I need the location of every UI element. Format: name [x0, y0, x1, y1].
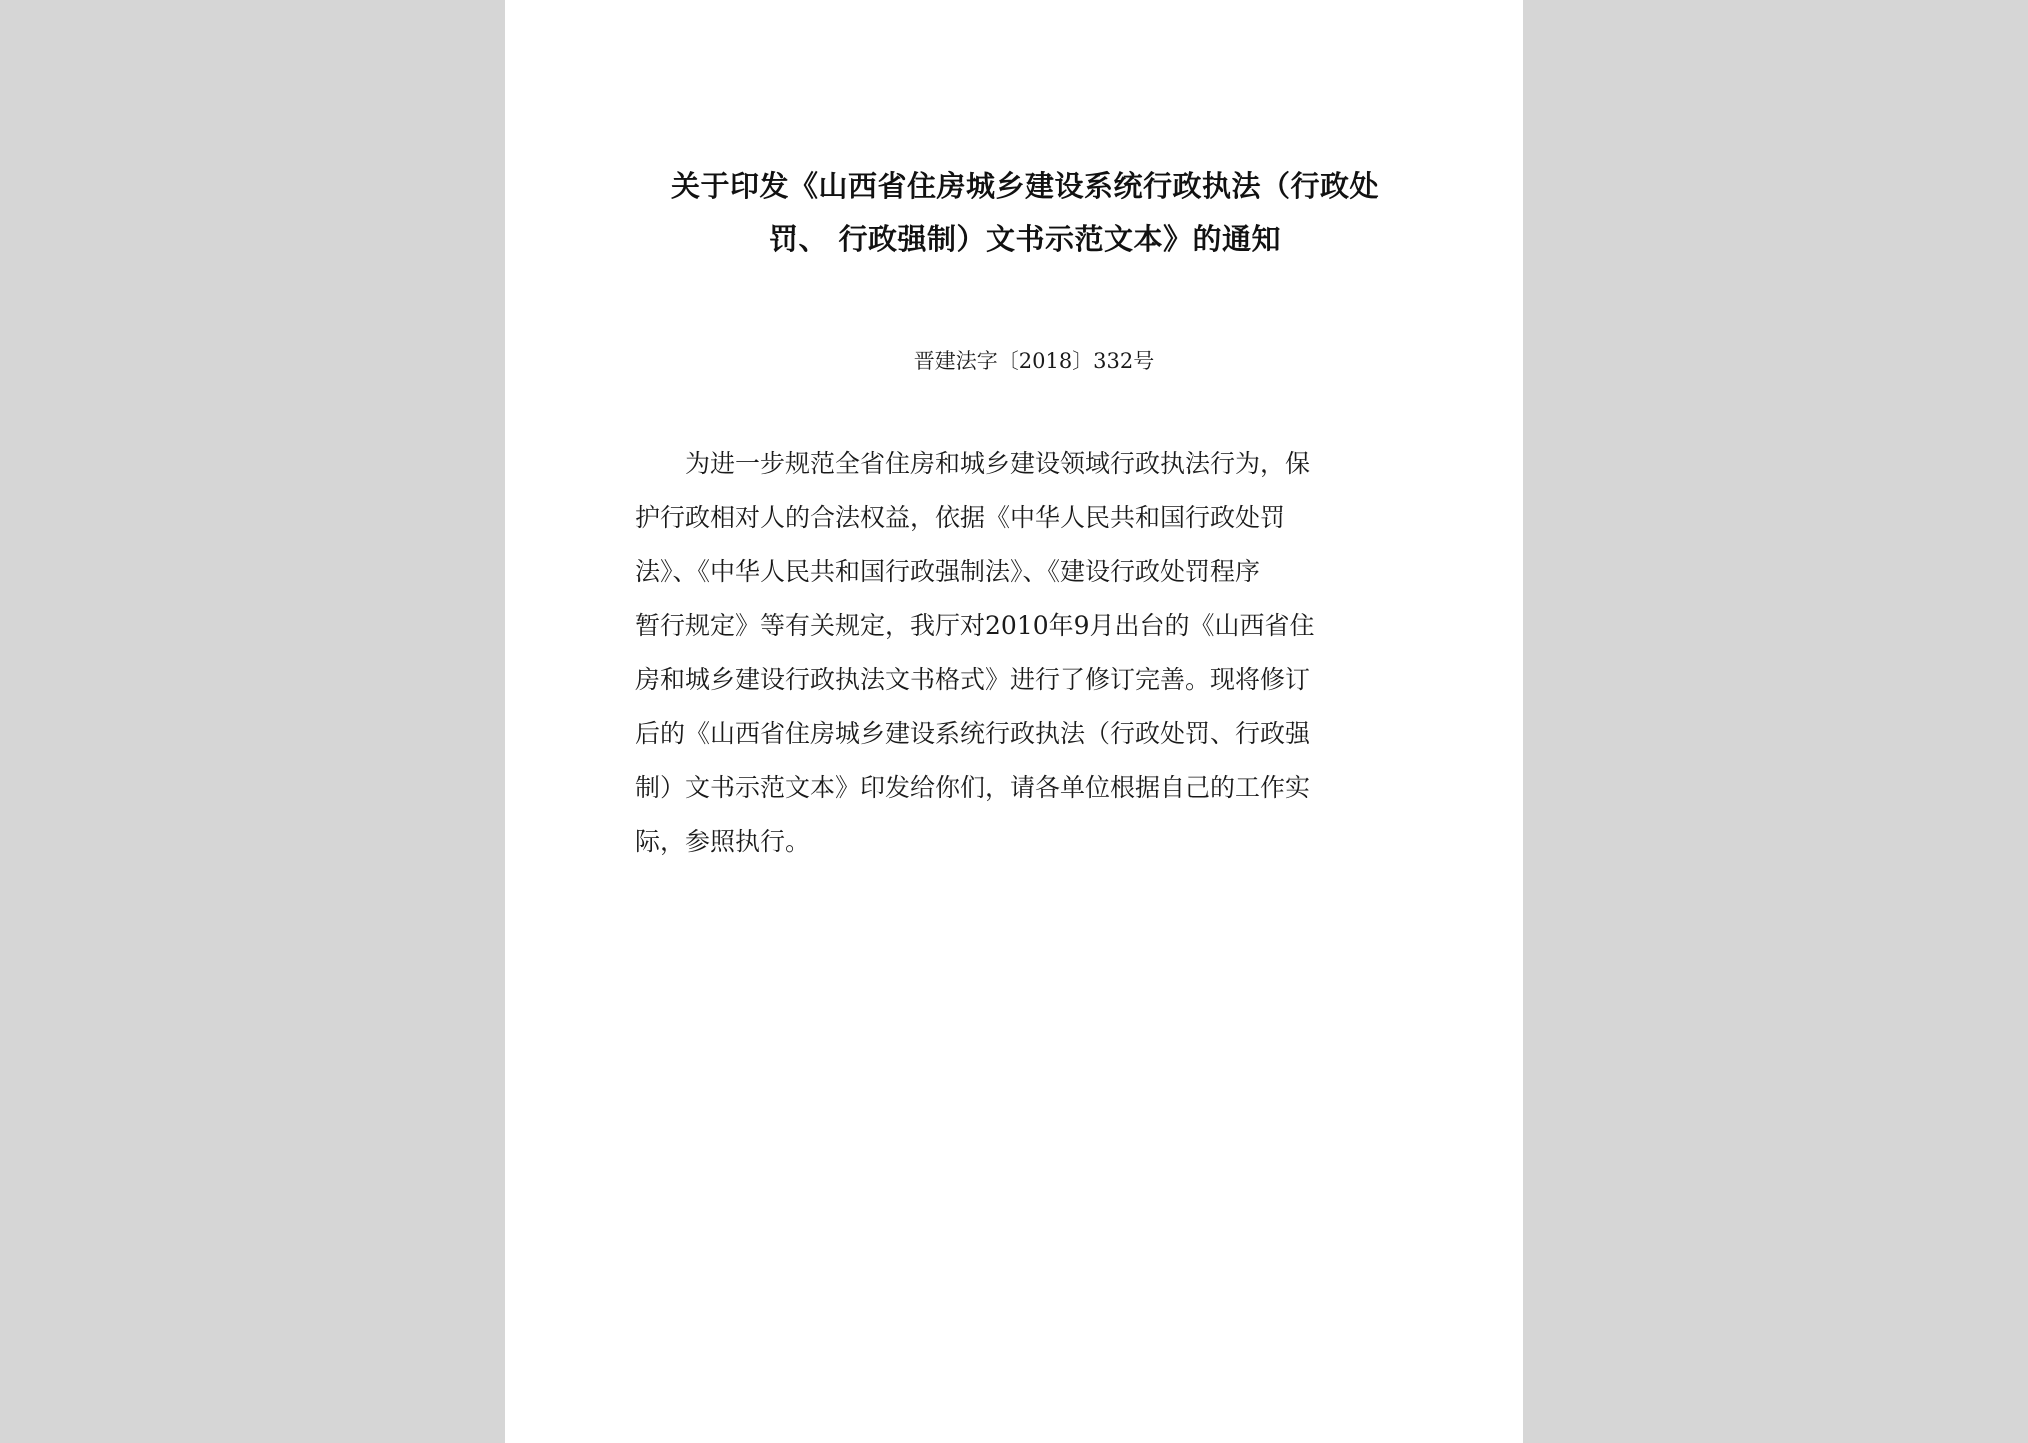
- body-line: 际，参照执行。: [635, 827, 811, 856]
- body-paragraph: [635, 437, 1415, 869]
- document-page: [505, 0, 1523, 1443]
- body-line: 为进一步规范全省住房和城乡建设领域行政执法行为，保: [635, 449, 1311, 478]
- document-title: [635, 160, 1415, 266]
- body-line: 护行政相对人的合法权益，依据《中华人民共和国行政处罚: [635, 503, 1286, 532]
- body-line: 法》、《中华人民共和国行政强制法》、《建设行政处罚程序: [635, 557, 1261, 586]
- document-number: 晋建法字〔2018〕332号: [913, 349, 1155, 373]
- title-line: 罚、 行政强制）文书示范文本》的通知: [768, 222, 1282, 256]
- body-line: 制）文书示范文本》印发给你们，请各单位根据自己的工作实: [635, 773, 1311, 802]
- body-line: 暂行规定》等有关规定，我厅对2010年9月出台的《山西省住: [635, 611, 1315, 640]
- title-line: 关于印发《山西省住房城乡建设系统行政执法（行政处: [670, 169, 1379, 203]
- body-line: 后的《山西省住房城乡建设系统行政执法（行政处罚、行政强: [635, 719, 1311, 748]
- body-line: 房和城乡建设行政执法文书格式》进行了修订完善。现将修订: [635, 665, 1311, 694]
